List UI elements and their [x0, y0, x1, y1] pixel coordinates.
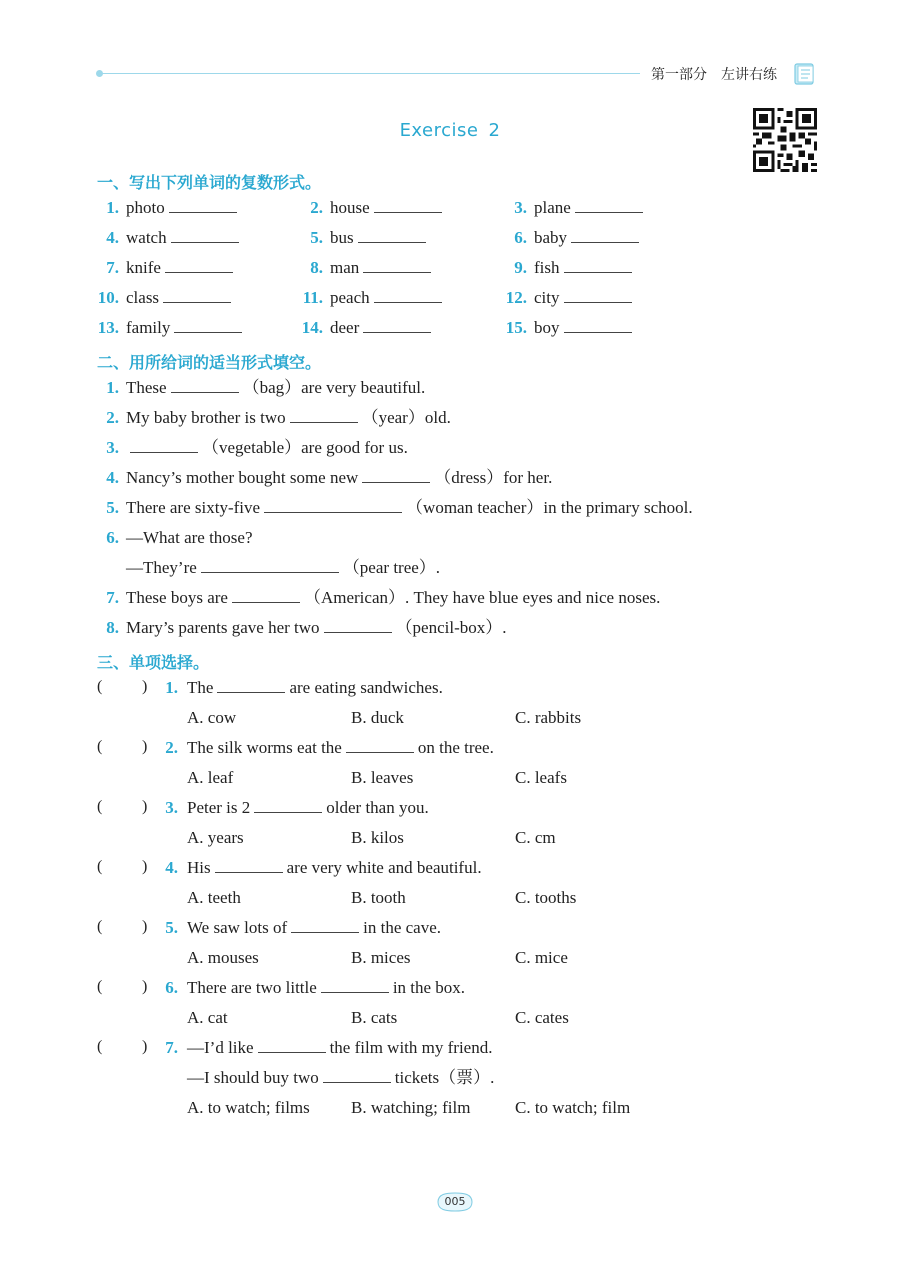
item-number: 8.: [310, 258, 323, 277]
answer-blank[interactable]: [165, 258, 233, 273]
plural-item: [501, 198, 647, 218]
plural-item: [93, 198, 241, 218]
choice-question: [150, 678, 443, 698]
item-word: peach: [330, 288, 370, 307]
paren-left: (: [97, 978, 103, 995]
item-text-before: Nancy’s mother bought some new: [126, 468, 359, 487]
paren-right: ): [142, 858, 148, 875]
option-b[interactable]: B. watching; film: [351, 1098, 471, 1117]
plural-item: [501, 258, 636, 278]
answer-blank[interactable]: [564, 258, 632, 273]
answer-blank[interactable]: [232, 588, 300, 603]
title-word: Exercise: [399, 120, 479, 141]
page-number: 005: [444, 1195, 466, 1208]
question-text-before: The: [187, 678, 214, 697]
fill-item: [93, 528, 253, 548]
book-icon: [793, 62, 817, 86]
option-a[interactable]: A. teeth: [187, 888, 241, 907]
option-b[interactable]: B. tooth: [351, 888, 406, 907]
answer-blank[interactable]: [323, 1068, 391, 1083]
paren-left: (: [97, 738, 103, 755]
question-text-before: There are two little: [187, 978, 317, 997]
item-text-after: （pear tree）.: [342, 558, 441, 577]
paren-right: ): [142, 1038, 148, 1055]
item-word: house: [330, 198, 370, 217]
answer-blank[interactable]: [174, 318, 242, 333]
section-three-heading: 三、单项选择。: [97, 653, 210, 672]
paren-right: ): [142, 978, 148, 995]
paren-right: ): [142, 738, 148, 755]
choice-question: [150, 738, 494, 758]
question-text-before: We saw lots of: [187, 918, 288, 937]
question-text-before: —I’d like: [187, 1038, 254, 1057]
answer-blank[interactable]: [217, 678, 285, 693]
question-text-before: The silk worms eat the: [187, 738, 342, 757]
paren-left: (: [97, 858, 103, 875]
header-label: [651, 64, 777, 84]
plural-item: [501, 288, 636, 308]
question-text-before: —I should buy two: [187, 1068, 319, 1087]
question-text-before: Peter is 2: [187, 798, 251, 817]
fill-item: [93, 408, 451, 428]
question-text-after: are eating sandwiches.: [289, 678, 443, 697]
paren-left: (: [97, 678, 103, 695]
question-text-after: in the cave.: [363, 918, 442, 937]
item-text-before: These: [126, 378, 167, 397]
answer-blank[interactable]: [201, 558, 339, 573]
item-number: 8.: [106, 618, 119, 637]
option-c[interactable]: C. leafs: [515, 768, 567, 787]
item-text-after: （year）old.: [361, 408, 451, 427]
question-number: 4.: [165, 858, 178, 877]
item-number: 3.: [106, 438, 119, 457]
item-text-before: My baby brother is two: [126, 408, 286, 427]
question-text-after: tickets（票）.: [394, 1068, 495, 1087]
answer-blank[interactable]: [254, 798, 322, 813]
item-number: 6.: [106, 528, 119, 547]
section-two-heading: 二、用所给词的适当形式填空。: [97, 353, 322, 372]
answer-blank[interactable]: [264, 498, 402, 513]
option-b[interactable]: B. duck: [351, 708, 404, 727]
plural-item: [501, 318, 636, 338]
item-word: knife: [126, 258, 161, 277]
choice-question-line2: [187, 1068, 494, 1088]
option-a[interactable]: A. mouses: [187, 948, 259, 967]
question-number: 7.: [165, 1038, 178, 1057]
answer-blank[interactable]: [564, 288, 632, 303]
option-a[interactable]: A. leaf: [187, 768, 234, 787]
option-b[interactable]: B. cats: [351, 1008, 398, 1027]
question-number: 5.: [165, 918, 178, 937]
fill-item: [93, 558, 440, 578]
question-number: 1.: [165, 678, 178, 697]
item-text-after: （dress）for her.: [434, 468, 553, 487]
item-text-after: （bag）are very beautiful.: [242, 378, 426, 397]
section-one-heading: 一、写出下列单词的复数形式。: [97, 173, 322, 192]
paren-right: ): [142, 798, 148, 815]
item-text-before: —What are those?: [126, 528, 253, 547]
answer-blank[interactable]: [374, 288, 442, 303]
question-text-after: are very white and beautiful.: [286, 858, 482, 877]
item-word: fish: [534, 258, 560, 277]
plural-item: [297, 198, 446, 218]
answer-blank[interactable]: [130, 438, 198, 453]
paren-right: ): [142, 678, 148, 695]
question-text-after: older than you.: [326, 798, 429, 817]
item-number: 13.: [97, 318, 119, 337]
option-c[interactable]: C. mice: [515, 948, 568, 967]
option-c[interactable]: C. cm: [515, 828, 556, 847]
option-a[interactable]: A. years: [187, 828, 244, 847]
plural-item: [93, 258, 237, 278]
answer-blank[interactable]: [291, 918, 359, 933]
question-number: 3.: [165, 798, 178, 817]
answer-blank[interactable]: [290, 408, 358, 423]
answer-parentheses[interactable]: [97, 678, 148, 696]
item-number: 11.: [302, 288, 323, 307]
item-number: 10.: [97, 288, 119, 307]
header-part: 第一部分: [651, 67, 707, 83]
answer-blank[interactable]: [363, 318, 431, 333]
answer-blank[interactable]: [171, 378, 239, 393]
item-word: baby: [534, 228, 568, 247]
item-number: 7.: [106, 588, 119, 607]
paren-left: (: [97, 798, 103, 815]
item-word: man: [330, 258, 360, 277]
option-a[interactable]: A. cat: [187, 1008, 228, 1027]
option-c[interactable]: C. rabbits: [515, 708, 582, 727]
answer-blank[interactable]: [564, 318, 632, 333]
answer-blank[interactable]: [346, 738, 414, 753]
item-number: 9.: [514, 258, 527, 277]
item-word: bus: [330, 228, 354, 247]
option-c[interactable]: C. tooths: [515, 888, 577, 907]
fill-item: [93, 378, 425, 398]
plural-item: [93, 288, 235, 308]
answer-blank[interactable]: [169, 198, 237, 213]
item-number: 1.: [106, 198, 119, 217]
answer-blank[interactable]: [374, 198, 442, 213]
answer-parentheses[interactable]: [97, 978, 148, 996]
option-c[interactable]: C. cates: [515, 1008, 569, 1027]
paren-left: (: [97, 918, 103, 935]
question-text-after: in the box.: [392, 978, 466, 997]
choice-question: [150, 918, 441, 938]
header-rule: [100, 73, 640, 74]
answer-parentheses[interactable]: [97, 858, 148, 876]
item-number: 6.: [514, 228, 527, 247]
item-number: 12.: [505, 288, 527, 307]
answer-parentheses[interactable]: [97, 738, 148, 756]
header-section: 左讲右练: [721, 67, 777, 83]
item-text-after: （pencil-box）.: [395, 618, 507, 637]
item-number: 4.: [106, 468, 119, 487]
item-number: 7.: [106, 258, 119, 277]
page-title: [0, 120, 900, 141]
choice-question: [150, 1038, 492, 1058]
answer-blank[interactable]: [324, 618, 392, 633]
fill-item: [93, 618, 507, 638]
item-word: photo: [126, 198, 165, 217]
answer-parentheses[interactable]: [97, 918, 148, 936]
item-text-before: Mary’s parents gave her two: [126, 618, 320, 637]
item-word: watch: [126, 228, 167, 247]
option-b[interactable]: B. mices: [351, 948, 411, 967]
plural-item: [297, 318, 435, 338]
option-a[interactable]: A. cow: [187, 708, 237, 727]
plural-item: [297, 228, 430, 248]
option-c[interactable]: C. to watch; film: [515, 1098, 631, 1117]
item-word: boy: [534, 318, 560, 337]
item-number: 2.: [310, 198, 323, 217]
answer-blank[interactable]: [575, 198, 643, 213]
plural-item: [501, 228, 643, 248]
paren-left: (: [97, 1038, 103, 1055]
answer-blank[interactable]: [571, 228, 639, 243]
item-text-after: （woman teacher）in the primary school.: [406, 498, 693, 517]
item-number: 3.: [514, 198, 527, 217]
item-word: city: [534, 288, 560, 307]
answer-blank[interactable]: [358, 228, 426, 243]
plural-item: [93, 228, 243, 248]
answer-parentheses[interactable]: [97, 1038, 148, 1056]
item-text-before: —They’re: [126, 558, 197, 577]
plural-item: [93, 318, 246, 338]
question-text-after: on the tree.: [417, 738, 494, 757]
answer-parentheses[interactable]: [97, 798, 148, 816]
item-number: 1.: [106, 378, 119, 397]
item-word: deer: [330, 318, 360, 337]
question-number: 2.: [165, 738, 178, 757]
item-number: 15.: [505, 318, 527, 337]
title-number: 2: [488, 120, 501, 141]
item-number: 5.: [310, 228, 323, 247]
item-number: 4.: [106, 228, 119, 247]
answer-blank[interactable]: [321, 978, 389, 993]
answer-blank[interactable]: [215, 858, 283, 873]
item-word: class: [126, 288, 160, 307]
choice-question: [150, 798, 429, 818]
fill-item: [93, 438, 408, 458]
question-number: 6.: [165, 978, 178, 997]
plural-item: [297, 258, 435, 278]
item-number: 5.: [106, 498, 119, 517]
option-a[interactable]: A. to watch; films: [187, 1098, 310, 1117]
option-b[interactable]: B. kilos: [351, 828, 404, 847]
fill-item: [93, 498, 693, 518]
item-text-before: These boys are: [126, 588, 228, 607]
item-word: plane: [534, 198, 571, 217]
choice-question: [150, 858, 482, 878]
fill-item: [93, 468, 552, 488]
fill-item: [93, 588, 660, 608]
answer-blank[interactable]: [171, 228, 239, 243]
answer-blank[interactable]: [258, 1038, 326, 1053]
item-word: family: [126, 318, 171, 337]
choice-question: [150, 978, 465, 998]
answer-blank[interactable]: [363, 258, 431, 273]
item-number: 2.: [106, 408, 119, 427]
answer-blank[interactable]: [163, 288, 231, 303]
question-text-before: His: [187, 858, 211, 877]
option-b[interactable]: B. leaves: [351, 768, 414, 787]
plural-item: [297, 288, 446, 308]
item-text-before: There are sixty-five: [126, 498, 261, 517]
answer-blank[interactable]: [362, 468, 430, 483]
item-text-after: （American）. They have blue eyes and nice noses.: [303, 588, 661, 607]
paren-right: ): [142, 918, 148, 935]
question-text-after: the film with my friend.: [329, 1038, 493, 1057]
item-number: 14.: [301, 318, 323, 337]
item-text-after: （vegetable）are good for us.: [202, 438, 408, 457]
